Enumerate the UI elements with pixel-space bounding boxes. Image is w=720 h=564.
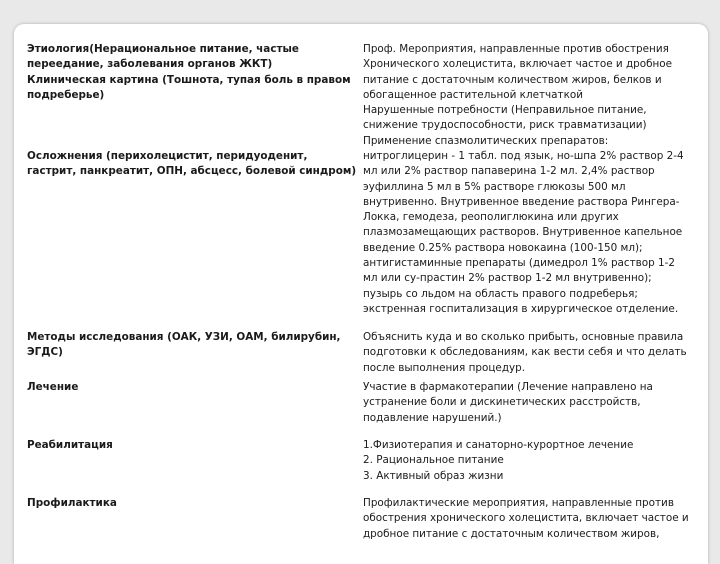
text-line: 3. Активный образ жизни (363, 469, 504, 482)
text-line: плазмозамещающих растворов. Внутривенное капельное (363, 226, 683, 239)
text-line: Локка, гемодеза, реополиглюкина или других (363, 211, 619, 224)
text-line: Нарушенные потребности (Неправильное питание, (363, 104, 647, 117)
text-line: Профилактические мероприятия, направленные против (363, 497, 674, 509)
slide (14, 24, 708, 564)
text-line: внутривенно. Внутривенное введение раствора Рингера- (363, 195, 680, 208)
text-line: Этиология(Нерациональное питание, частые (27, 43, 299, 55)
text-line: подготовки к обследованиям, как вести себя и что делать (363, 346, 687, 359)
text-line: нитроглицерин - 1 табл. под язык, но-шпа 2% раствор 2-4 (363, 150, 684, 162)
text-line: Методы исследования (ОАК, УЗИ, ОАМ, билирубин, (27, 331, 341, 343)
text-line: экстренная госпитализация в хирургическое отделение. (363, 302, 679, 315)
text-line: Проф. Мероприятия, направленные против обострения (363, 43, 669, 55)
rehabilitation-cell (27, 438, 363, 453)
text-line: обогащенное растительной клетчаткой (363, 88, 583, 101)
diagnostics-prep-cell (363, 330, 705, 376)
etiology-clinical-cell (27, 42, 363, 103)
text-line: Осложнения (перихолецистит, перидуоденит, (27, 150, 308, 162)
text-line: гастрит, панкреатит, ОПН, абсцесс, болевой синдром) (27, 165, 357, 178)
text-line: устранение боли и дискинетических расстройств, (363, 396, 641, 409)
text-line: после выполнения процедур. (363, 361, 526, 374)
text-line: снижение трудоспособности, риск травматизации) (363, 119, 647, 132)
text-line: Профилактика (27, 497, 117, 509)
text-line: питание с достаточным количеством жиров, белков и (363, 73, 662, 86)
prophylaxis-cell (27, 496, 363, 511)
text-line: Объяснить куда и во сколько прибыть, основные правила (363, 331, 684, 343)
text-line: 2. Рациональное питание (363, 454, 504, 467)
text-line: подреберье) (27, 88, 105, 101)
text-line: 1.Физиотерапия и санаторно-курортное лечение (363, 439, 634, 451)
text-line: мл или су-прастин 2% раствор 1-2 мл внутривенно); (363, 272, 652, 285)
text-line: подавление нарушений.) (363, 411, 502, 424)
treatment-details-cell (363, 380, 705, 426)
treatment-cell (27, 380, 363, 395)
text-line: антигистаминные препараты (димедрол 1% раствор 1-2 (363, 257, 676, 270)
text-line: Участие в фармакотерапии (Лечение направлено на (363, 381, 653, 393)
text-line: эуфиллина 5 мл в 5% растворе глюкозы 500 мл (363, 180, 626, 193)
text-line: Применение спазмолитических препаратов: (363, 134, 609, 147)
text-line: мл или 2% раствор папаверина 1-2 мл. 2,4% раствор (363, 165, 655, 178)
emergency-care-cell (363, 149, 705, 317)
rehabilitation-list-cell (363, 438, 705, 484)
text-line: ЭГДС) (27, 346, 63, 359)
text-line: Клиническая картина (Тошнота, тупая боль в правом (27, 73, 351, 86)
diagnostics-cell (27, 330, 363, 361)
complications-cell (27, 149, 363, 180)
text-line: Лечение (27, 381, 79, 393)
text-line: Хронического холецистита, включает частое и дробное (363, 58, 673, 71)
text-line: обострения хронического холецистита, включает частое и (363, 512, 689, 525)
prophylaxis-details-cell (363, 496, 705, 542)
text-line: Реабилитация (27, 439, 113, 451)
prevention-needs-cell (363, 42, 705, 149)
text-line: дробное питание с достаточным количеством жиров, (363, 527, 660, 540)
text-line: введение 0.25% раствора новокаина (100-150 мл); (363, 241, 643, 254)
text-line: пузырь со льдом на область правого подреберья; (363, 287, 638, 300)
text-line: переедание, заболевания органов ЖКТ) (27, 58, 273, 71)
